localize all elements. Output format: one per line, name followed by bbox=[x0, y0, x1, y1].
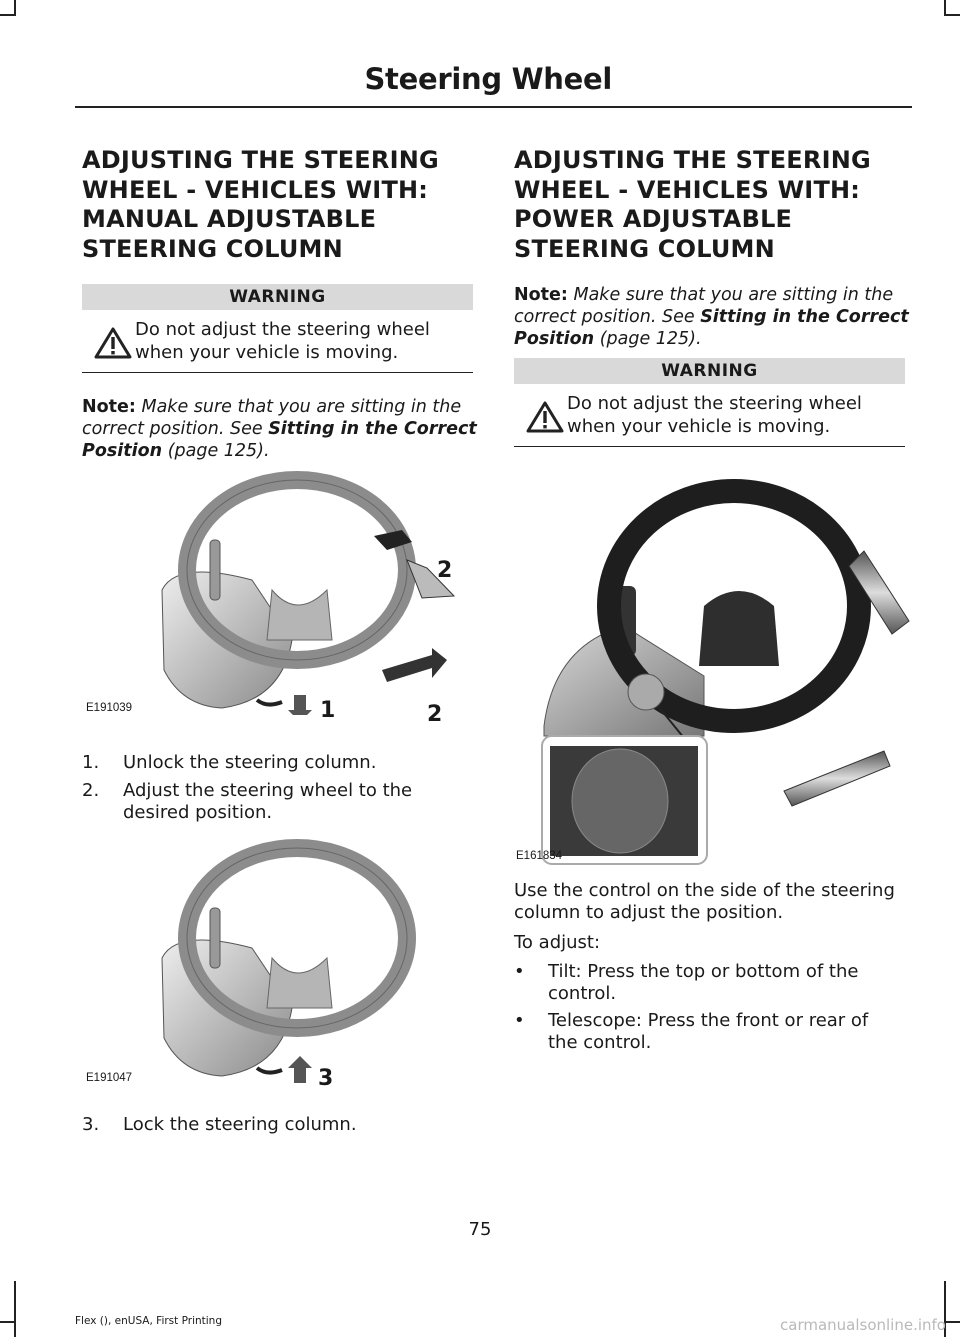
note-label: Note: bbox=[82, 397, 136, 417]
heading-line: WHEEL - VEHICLES WITH: bbox=[82, 175, 429, 204]
to-adjust-label: To adjust: bbox=[514, 932, 601, 953]
printing-info: Flex (), enUSA, First Printing bbox=[75, 1315, 222, 1327]
warning-row bbox=[514, 384, 905, 447]
steering-wheel-illustration bbox=[82, 470, 474, 715]
figure-code: E191047 bbox=[86, 1072, 133, 1084]
paragraph: Use the control on the side of the steering column to adjust the position. bbox=[514, 880, 895, 923]
heading-line: WHEEL - VEHICLES WITH: bbox=[514, 175, 861, 204]
page-header-title: Steering Wheel bbox=[364, 62, 612, 96]
warning-triangle-icon bbox=[526, 400, 564, 434]
step-number: 3. bbox=[82, 1114, 100, 1135]
figure-manual-lock bbox=[82, 838, 474, 1091]
right-column bbox=[514, 146, 906, 264]
bullet-dot: • bbox=[514, 961, 525, 982]
figure-code: E191039 bbox=[86, 702, 133, 714]
header-rule bbox=[75, 106, 912, 108]
steering-wheel-illustration bbox=[82, 838, 474, 1083]
crop-mark bbox=[0, 14, 16, 16]
step-number: 1. bbox=[82, 752, 100, 773]
note-text: Make sure that you are sitting in the correct position. See bbox=[514, 285, 894, 327]
bullet-text: Telescope: Press the front or rear of the control. bbox=[548, 1010, 869, 1053]
left-warning-box bbox=[82, 284, 473, 373]
callout-1: 1 bbox=[320, 698, 336, 723]
right-warning-box bbox=[514, 358, 905, 447]
warning-row bbox=[82, 310, 473, 373]
heading-line: STEERING COLUMN bbox=[82, 234, 343, 263]
right-heading bbox=[514, 146, 906, 264]
crop-mark bbox=[944, 14, 960, 16]
page-number: 75 bbox=[468, 1219, 492, 1240]
heading-line: MANUAL ADJUSTABLE bbox=[82, 205, 377, 233]
warning-triangle-icon bbox=[94, 326, 132, 360]
warning-label: WARNING bbox=[514, 358, 905, 384]
right-note bbox=[514, 284, 909, 350]
callout-2-upper: 2 bbox=[437, 558, 453, 583]
warning-text: Do not adjust the steering wheel when your vehicle is moving. bbox=[135, 319, 430, 363]
crop-mark bbox=[14, 1281, 16, 1337]
heading-line: POWER ADJUSTABLE bbox=[514, 205, 793, 233]
figure-power-adjust bbox=[514, 466, 910, 866]
step-text: Adjust the steering wheel to the desired position. bbox=[123, 780, 413, 823]
callout-3: 3 bbox=[318, 1066, 334, 1091]
bullet-text: Tilt: Press the top or bottom of the control. bbox=[548, 961, 859, 1004]
crop-mark bbox=[944, 1321, 960, 1323]
heading-line: ADJUSTING THE STEERING bbox=[82, 146, 439, 174]
step-number: 2. bbox=[82, 780, 100, 801]
figure-code: E161834 bbox=[516, 850, 563, 862]
warning-text: Do not adjust the steering wheel when your vehicle is moving. bbox=[567, 393, 862, 437]
heading-line: ADJUSTING THE STEERING bbox=[514, 146, 871, 174]
left-note bbox=[82, 396, 477, 462]
callout-2-lower: 2 bbox=[427, 702, 443, 727]
bullet-dot: • bbox=[514, 1010, 525, 1031]
note-page: (page 125). bbox=[167, 441, 270, 461]
note-reference-link[interactable]: Sitting in the Correct Position bbox=[514, 307, 909, 349]
note-label: Note: bbox=[514, 285, 568, 305]
power-steering-illustration bbox=[514, 466, 910, 866]
note-text: Make sure that you are sitting in the correct position. See bbox=[82, 397, 462, 439]
heading-line: STEERING COLUMN bbox=[514, 234, 775, 263]
left-column bbox=[82, 146, 474, 264]
warning-label: WARNING bbox=[82, 284, 473, 310]
crop-mark bbox=[0, 1321, 16, 1323]
step-text: Lock the steering column. bbox=[123, 1114, 357, 1135]
watermark: carmanualsonline.info bbox=[780, 1316, 946, 1334]
left-heading bbox=[82, 146, 474, 264]
step-text: Unlock the steering column. bbox=[123, 752, 377, 773]
figure-manual-unlock bbox=[82, 470, 474, 727]
note-page: (page 125). bbox=[599, 329, 702, 349]
note-reference-link[interactable]: Sitting in the Correct Position bbox=[82, 419, 477, 461]
